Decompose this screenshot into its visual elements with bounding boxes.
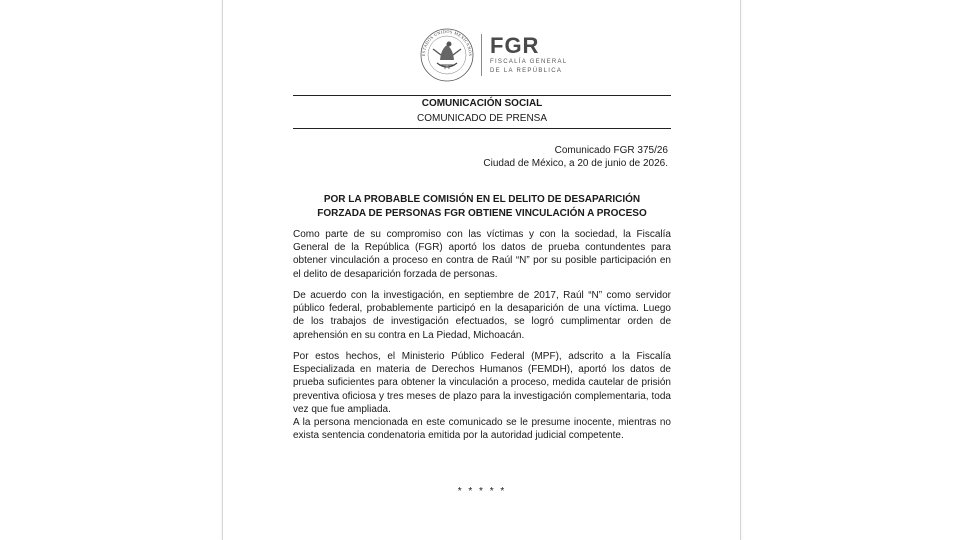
fgr-subtitle-2: DE LA REPÚBLICA [490,68,563,74]
letterhead-logo [419,27,568,83]
paragraph-line: el delito de desaparición forzada de personas. [293,268,498,280]
paragraph-line: Por estos hechos, el Ministerio Público Federal (MPF), adscrito a la Fiscalía [293,351,671,362]
paragraph-line: Como parte de su compromiso con las víctimas y con la sociedad, la Fiscalía [293,229,671,240]
seal-lettering: ESTADOS UNIDOS MEXICANOS [420,28,474,57]
release-number: Comunicado FGR 375/26 [554,145,668,156]
paragraph-line: exista sentencia condenatoria emitida por la autoridad judicial competente. [293,430,624,442]
paragraph-line: Especializada en materia de Derechos Humanos (FEMDH), aportó los datos de [293,364,671,376]
paragraph-line: prueba suficientes para obtener la vinculación a proceso, medida cautelar de prisión [293,377,671,389]
paragraph-line: General de la República (FGR) aportó los datos de prueba contundentes para [293,242,671,254]
body-paragraph-3 [293,350,671,416]
unit-subtitle: COMUNICADO DE PRENSA [416,113,547,124]
logo-divider [481,34,482,76]
paragraph-line: público federal, probablemente participó en la desaparición de una víctima. Luego [293,303,671,315]
header-rule-bottom [293,128,671,129]
end-mark: * * * * * [457,486,507,497]
paragraph-line: preventiva oficiosa y tres meses de plazo para la investigación complementaria, toda [293,390,671,402]
body-paragraph-4 [293,416,671,442]
paragraph-line: aprehensión en su contra en La Piedad, Michoacán. [293,329,525,341]
paragraph-line: vez que fue ampliada. [293,403,391,415]
paragraph-line: De acuerdo con la investigación, en septiembre de 2017, Raúl “N” como servidor [293,290,671,301]
fgr-subtitle-1: FISCALÍA GENERAL [490,59,568,65]
unit-title: COMUNICACIÓN SOCIAL [421,98,543,109]
paragraph-line: A la persona mencionada en este comunicado se le presume inocente, mientras no [293,417,671,428]
release-place-date: Ciudad de México, a 20 de junio de 2026. [483,158,668,169]
body-paragraph-1 [293,228,671,281]
fgr-wordmark [490,35,568,75]
headline-line-2: FORZADA DE PERSONAS FGR OBTIENE VINCULACIÓN A PROCESO [317,208,647,219]
headline-line-1: POR LA PROBABLE COMISIÓN EN EL DELITO DE DESAPARICIÓN [323,194,641,205]
document-page [222,0,741,540]
paragraph-line: obtener vinculación a proceso en contra de Raúl “N” por su posible participación en [293,255,671,267]
press-headline [293,193,671,221]
body-paragraph-2 [293,289,671,342]
national-seal-icon [419,27,475,83]
paragraph-line: de los trabajos de investigación efectuados, se logró cumplimentar orden de [293,316,671,328]
header-rule-top [293,95,671,96]
fgr-acronym: FGR [490,33,540,58]
